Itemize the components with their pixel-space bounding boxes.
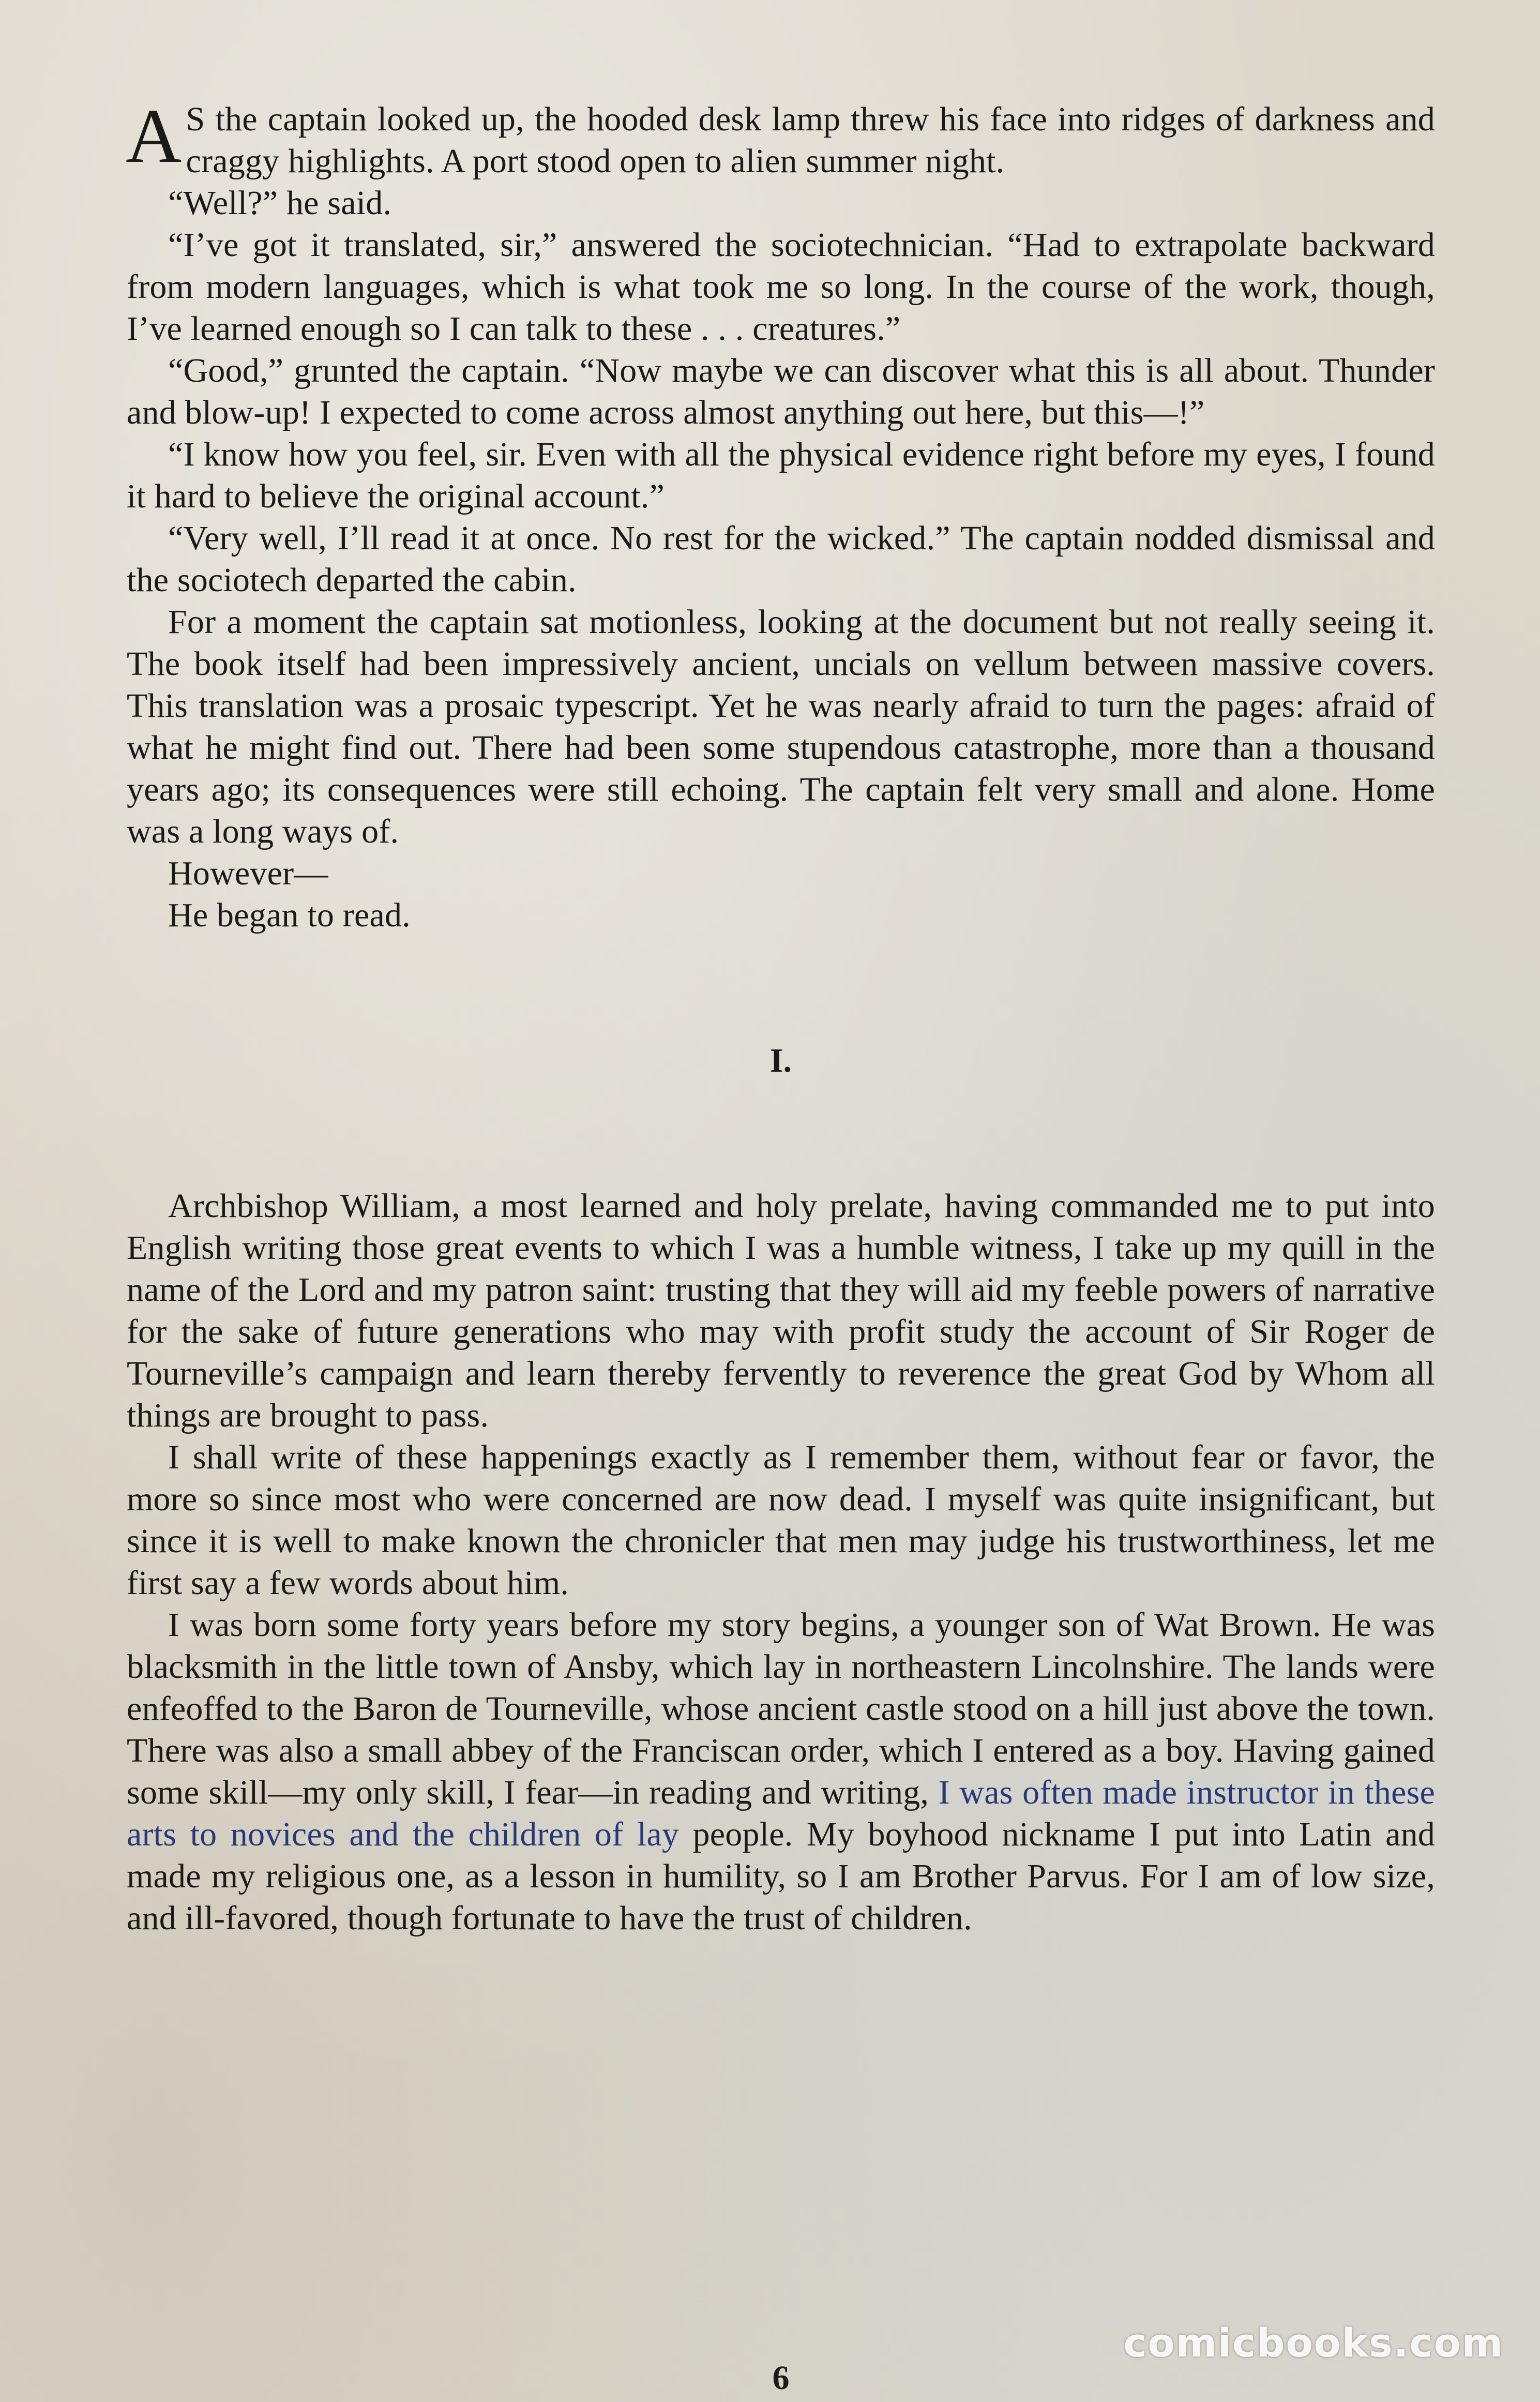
chapter-paragraph-1: Archbishop William, a most learned and holy prelate, having commanded me to put into English writing those great events to which I was a humble witness, I take up my quill in the name of the Lord and my patron saint: trusting that they will aid my feeble powers of narrative for the sake of future generations who may with profit study the account of Sir Roger de Tourneville’s campaign and learn thereby fervently to reverence the great God by Whom all things are brought to pass. (127, 1187, 1435, 1434)
chapter-paragraph-2: I shall write of these happenings exactly as I remember them, without fear or favor, the more so since most who were concerned are now dead. I myself was quite insignificant, but since it is well to make known the chronicler that men may judge his trustworthiness, let me first say a few words about him. (127, 1438, 1435, 1602)
prologue-paragraph-1-text: S the captain looked up, the hooded desk lamp threw his face into ridges of darkness and craggy highlights. A port stood open to alien summer night. (186, 100, 1435, 180)
prologue-paragraph-5: “I know how you feel, sir. Even with all the physical evidence right before my eyes, I found it hard to believe the original account.” (127, 436, 1435, 515)
drop-cap-letter: A (126, 93, 182, 179)
prologue-paragraph-2: “Well?” he said. (168, 184, 392, 222)
chapter-heading: I. (769, 1042, 792, 1079)
prologue-paragraph-4: “Good,” grunted the captain. “Now maybe we can discover what this is all about. Thunder and blow-up! I expected to come across almost anything out here, but this—!” (127, 352, 1435, 431)
chapter-paragraph-3-part-b: I was often made instructor in these arts to novices and the children of lay (127, 1774, 1436, 1853)
prologue-paragraph-7: For a moment the captain sat motionless, looking at the document but not really seeing it. The book itself had been impressively ancient, uncials on vellum between massive covers. This translation was a prosaic typescript. Yet he was nearly afraid to turn the pages: afraid of what he might find out. There had been some stupendous catastrophe, more than a thousand years ago; its consequences were still echoing. The captain felt very small and alone. Home was a long ways of. (127, 603, 1435, 850)
prologue-paragraph-9: He began to read. (168, 896, 411, 934)
prologue-paragraph-6: “Very well, I’ll read it at once. No rest for the wicked.” The captain nodded dismissal and the sociotech departed the cabin. (127, 519, 1435, 599)
chapter-paragraph-3-part-a: I was born some forty years before my story begins, a younger son of Wat Brown. He was blacksmith in the little town of Ansby, which lay in northeastern Lincolnshire. The lands were enfeoffed to the Baron de Tourneville, whose ancient castle stood on a hill just above the town. There was also a small abbey of the Franciscan order, which I entered as a boy. Having gained some skill—my only skill, I fear—in reading and writing, (127, 1606, 1435, 1811)
prologue-section (126, 93, 1435, 936)
prologue-paragraph-1 (126, 93, 1435, 182)
chapter-section (127, 1185, 1435, 1939)
chapter-paragraph-3-part-c: people. My boyhood nickname I put into Latin and made my religious one, as a lesson in humility, so I am Brother Parvus. For I am of low size, and ill-favored, though fortunate to have the trust of children. (127, 1815, 1435, 1937)
prologue-paragraph-8: However— (168, 854, 328, 892)
chapter-paragraph-3 (127, 1604, 1435, 1939)
prologue-paragraph-3: “I’ve got it translated, sir,” answered the sociotechnician. “Had to extrapolate backward from modern languages, which is what took me so long. In the course of the work, though, I’ve learned enough so I can talk to these . . . creatures.” (127, 226, 1435, 348)
watermark-logo: comicbooks.com (1123, 2320, 1504, 2366)
page-number: 6 (772, 2359, 790, 2397)
